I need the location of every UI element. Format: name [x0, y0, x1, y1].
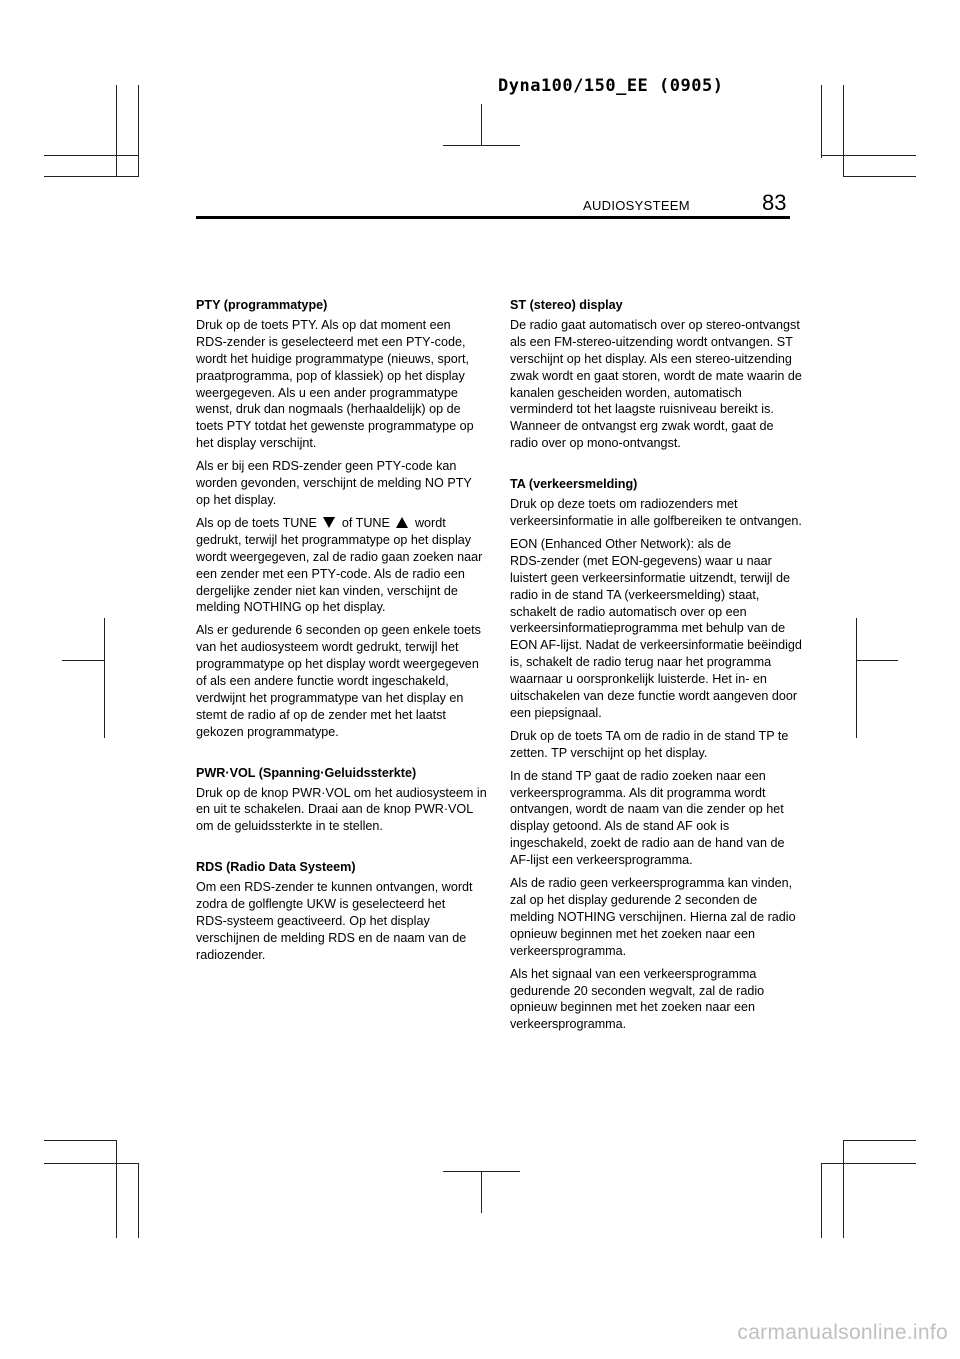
header-rule	[196, 216, 790, 219]
page-number: 83	[762, 190, 787, 215]
pty-tune-text: of TUNE	[341, 515, 390, 530]
crop-mark	[44, 155, 139, 156]
left-column	[196, 297, 488, 970]
pty-paragraph: Als er bij een RDS‑zender geen PTY‑code kan worden gevonden, verschijnt de melding NO PTY op het display.	[196, 459, 472, 507]
crop-mark	[44, 176, 139, 177]
crop-mark	[843, 1140, 844, 1238]
crop-mark	[138, 1163, 139, 1238]
crop-mark	[843, 176, 916, 177]
crop-mark	[821, 155, 916, 156]
triangle-up-icon	[396, 517, 408, 528]
ta-paragraph: Als het signaal van een verkeersprogramma gedurende 20 seconden wegvalt, zal de radio opnieuw beginnen met het zoeken naar een verkeersprogramma.	[510, 966, 765, 1032]
crop-mark	[104, 618, 105, 738]
ta-paragraph: EON (Enhanced Other Network): als de RDS‑zender (met EON‑gegevens) waar u naar luistert geen verkeersinformatie uitzendt, terwijl de radio in de stand TA (verkeersmelding) staat, schakelt de radio automatisch over op een verkeersinformatieprogramma met behulp van de EON AF‑lijst. Nadat de verkeersinformatie beëindigd is, schakelt de radio terug naar het programma waarnaar u oorspronkelijk luisterde. Het in‑ en uitschakelen van deze functie wordt aangeven door een piepsignaal.	[510, 536, 802, 720]
pty-paragraph: Druk op de toets PTY. Als op dat moment een RDS‑zender is geselecteerd met een PTY‑code, wordt het huidige programmatype (nieuws, sport, praatprogramma, pop of klassiek) op het display weergegeven. Als u een ander programmatype wenst, druk dan nogmaals (herhaaldelijk) op de toets PTY totdat het gewenste programmatype op het display verschijnt.	[196, 317, 474, 451]
crop-mark	[481, 1171, 482, 1213]
crop-mark	[821, 85, 822, 158]
rds-heading: RDS (Radio Data Systeem)	[196, 860, 356, 875]
pty-heading: PTY (programmatype)	[196, 298, 328, 312]
crop-mark	[443, 145, 520, 146]
pty-tune-text: Als op de toets TUNE	[196, 515, 317, 530]
watermark: carmanualsonline.info	[737, 1321, 948, 1344]
triangle-down-icon	[323, 517, 335, 528]
pwr-heading: PWR·VOL (Spanning·Geluidssterkte)	[196, 765, 417, 780]
section-title: AUDIOSYSTEEM	[583, 198, 690, 213]
st-heading: ST (stereo) display	[510, 298, 623, 312]
crop-mark	[116, 85, 117, 176]
ta-heading: TA (verkeersmelding)	[510, 477, 638, 492]
crop-mark	[44, 1140, 117, 1141]
crop-mark	[116, 1140, 117, 1238]
ta-paragraph: Druk op de toets TA om de radio in de stand TP te zetten. TP verschijnt op het display.	[510, 728, 789, 760]
crop-mark	[821, 1163, 822, 1238]
crop-mark	[138, 85, 139, 176]
pty-paragraph: Als er gedurende 6 seconden op geen enkele toets van het audiosysteem wordt gedrukt, terwijl het programmatype op het display wordt weergegeven of als een andere functie wordt ingeschakeld, verdwijnt het programmatype van het display en stemt de radio af op de zender met het laatst gekozen programmatype.	[196, 623, 481, 739]
ta-paragraph: Als de radio geen verkeersprogramma kan vinden, zal op het display gedurende 2 seconden de melding NOTHING verschijnen. Hierna zal de radio opnieuw beginnen met het zoeken naar een verkeersprogramma.	[510, 876, 796, 958]
document-id: Dyna100/150_EE (0905)	[498, 76, 724, 96]
crop-mark	[843, 85, 844, 176]
pty-tune-text: wordt gedrukt, terwijl het programmatype op het display wordt weergegeven, zal de radio gaan zoeken naar een zender met een PTY‑code. Als de radio een dergelijke zender niet kan vinden, verschijnt de melding NOTHING op het display.	[196, 515, 483, 615]
crop-mark	[821, 1163, 916, 1164]
st-paragraph: De radio gaat automatisch over op stereo‑ontvangst als een FM‑stereo‑uitzending wordt ontvangen. ST verschijnt op het display. Als een stereo‑uitzending zwak wordt en gaat storen, wordt de mate waarin de kanalen gescheiden worden, automatisch verminderd tot het laagste ruisniveau bereikt is. Wanneer de ontvangst erg zwak wordt, gaat de radio over op mono‑ontvangst.	[510, 317, 802, 451]
crop-mark	[856, 618, 857, 738]
pwr-paragraph: Druk op de knop PWR·VOL om het audiosysteem in en uit te schakelen. Draai aan de knop PWR·VOL om de geluidssterkte in te stellen.	[196, 785, 487, 834]
ta-paragraph: Druk op deze toets om radiozenders met verkeersinformatie in alle golfbereiken te ontvangen.	[510, 497, 802, 528]
pty-tune-paragraph	[196, 515, 488, 616]
crop-mark	[44, 1163, 139, 1164]
ta-paragraph: In de stand TP gaat de radio zoeken naar een verkeersprogramma. Als dit programma wordt ontvangen, wordt de naam van die zender op het display getoond. Als de stand AF ook is ingeschakeld, zoekt de radio aan de hand van de AF‑lijst een verkeersprogramma.	[510, 768, 785, 868]
crop-mark	[62, 660, 104, 661]
right-column	[510, 297, 802, 1039]
crop-mark	[856, 660, 898, 661]
crop-mark	[481, 104, 482, 146]
crop-mark	[843, 1140, 916, 1141]
rds-paragraph: Om een RDS‑zender te kunnen ontvangen, wordt zodra de golflengte UKW is geselecteerd het RDS‑systeem geactiveerd. Op het display verschijnen de melding RDS en de naam van de radiozender.	[196, 880, 473, 962]
